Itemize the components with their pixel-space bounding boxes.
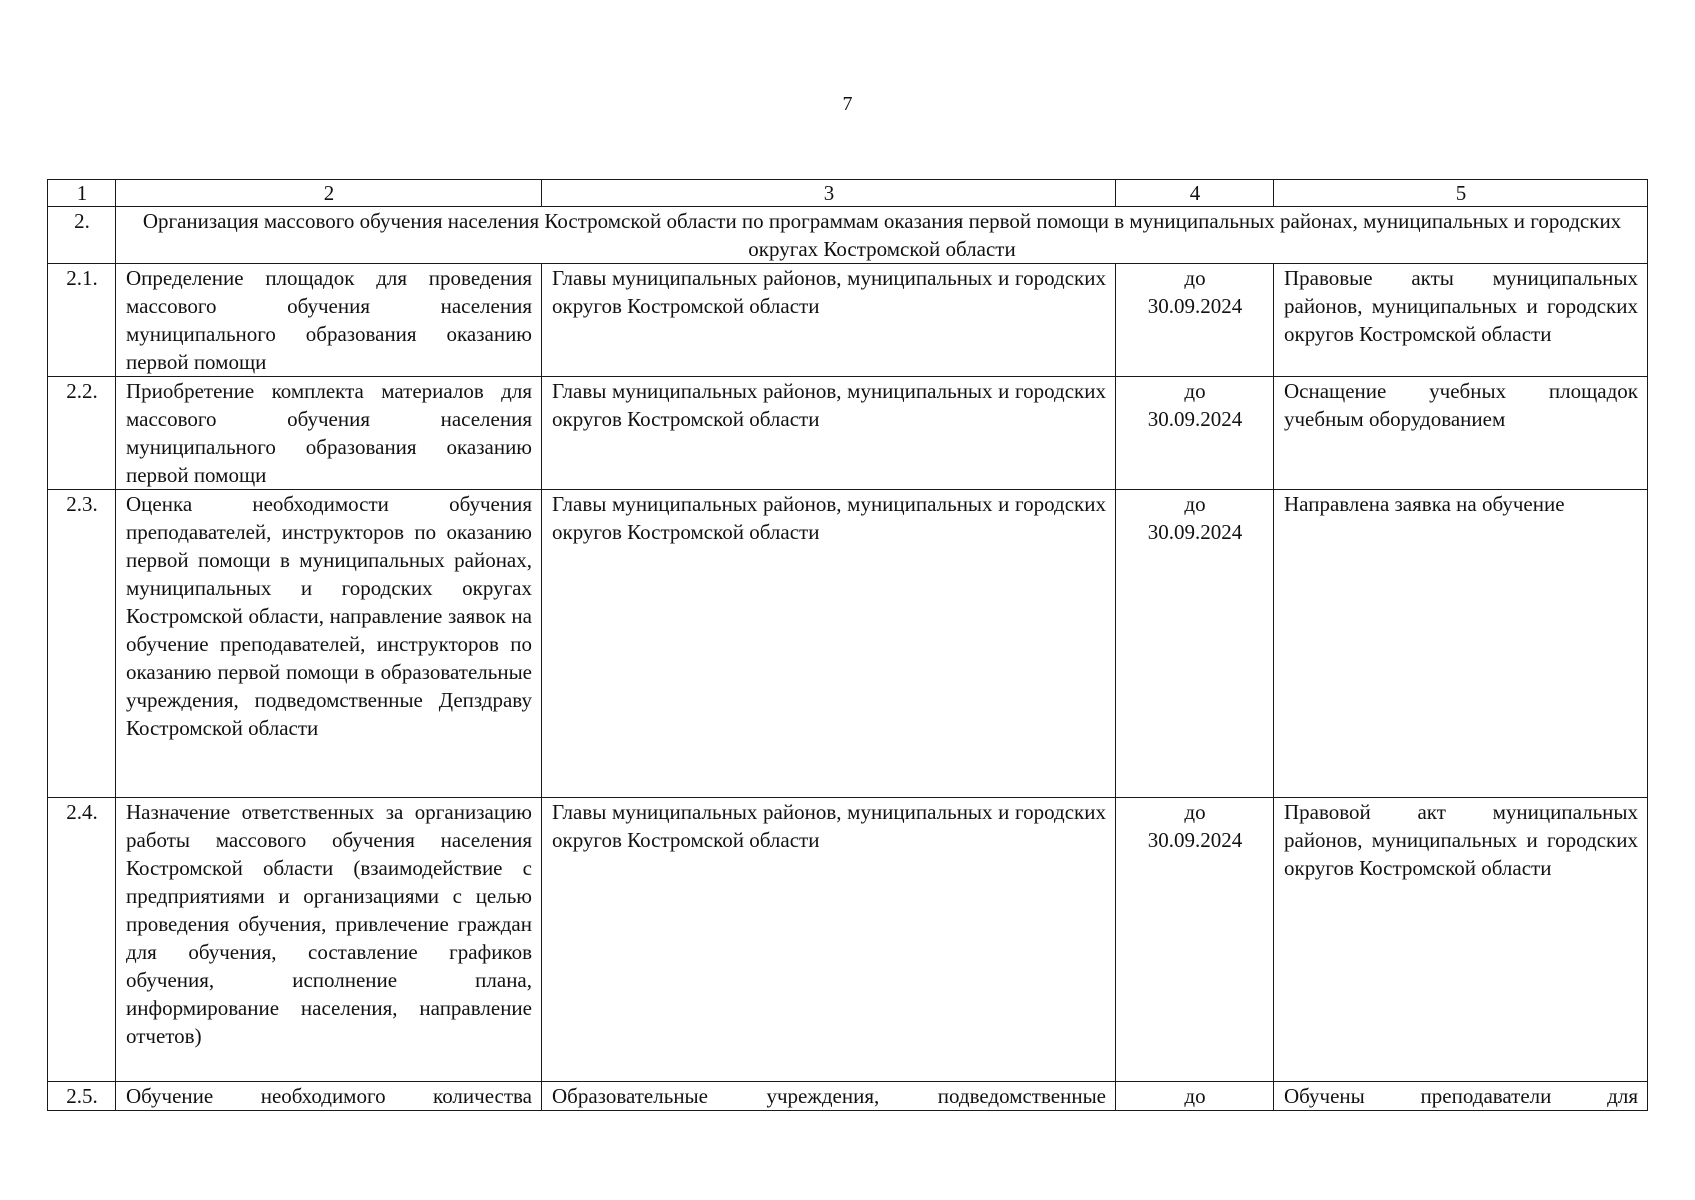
deadline-date: 30.09.2024	[1147, 520, 1243, 544]
section-title: Организация массового обучения населения Костромской области по программам оказания первой помощи в муниципальных районах, муниципальных и городских округах Костромской области	[116, 207, 1648, 264]
activity-cell: Обучение необходимого количества	[116, 1082, 542, 1111]
deadline-cell	[1116, 1082, 1274, 1111]
table-row	[48, 377, 1648, 490]
row-number: 2.5.	[48, 1082, 116, 1111]
row-number: 2.3.	[48, 490, 116, 798]
activity-cell: Назначение ответственных за организацию работы массового обучения населения Костромской области (взаимодействие с предприятиями и организациями с целью проведения обучения, привлечение граждан для обучения, составление графиков обучения, исполнение плана, информирование населения, направление отчетов)	[116, 798, 542, 1082]
responsible-cell: Главы муниципальных районов, муниципальных и городских округов Костромской области	[542, 377, 1116, 490]
section-number: 2.	[48, 207, 116, 264]
row-number: 2.1.	[48, 264, 116, 377]
deadline-cell	[1116, 377, 1274, 490]
responsible-cell: Главы муниципальных районов, муниципальных и городских округов Костромской области	[542, 490, 1116, 798]
column-header-1: 1	[48, 180, 116, 207]
result-cell: Направлена заявка на обучение	[1274, 490, 1648, 798]
column-number-row	[48, 180, 1648, 207]
result-cell: Правовые акты муниципальных районов, муниципальных и городских округов Костромской области	[1274, 264, 1648, 377]
table-row	[48, 264, 1648, 377]
row-number: 2.4.	[48, 798, 116, 1082]
deadline-cell	[1116, 264, 1274, 377]
row-number: 2.2.	[48, 377, 116, 490]
column-header-2: 2	[116, 180, 542, 207]
deadline-date: 30.09.2024	[1147, 407, 1243, 431]
activity-cell: Приобретение комплекта материалов для массового обучения населения муниципального образования оказанию первой помощи	[116, 377, 542, 490]
deadline-prefix: до	[1184, 492, 1206, 516]
responsible-cell: Образовательные учреждения, подведомственные	[542, 1082, 1116, 1111]
section-row	[48, 207, 1648, 264]
action-plan-table	[47, 179, 1648, 1111]
responsible-cell: Главы муниципальных районов, муниципальных и городских округов Костромской области	[542, 264, 1116, 377]
column-header-4: 4	[1116, 180, 1274, 207]
table-row	[48, 1082, 1648, 1111]
deadline-prefix: до	[1184, 379, 1206, 403]
column-header-3: 3	[542, 180, 1116, 207]
activity-cell: Оценка необходимости обучения преподавателей, инструкторов по оказанию первой помощи в муниципальных районах, муниципальных и городских округах Костромской области, направление заявок на обучение преподавателей, инструкторов по оказанию первой помощи в образовательные учреждения, подведомственные Депздраву Костромской области	[116, 490, 542, 798]
deadline-cell	[1116, 490, 1274, 798]
table-row	[48, 490, 1648, 798]
page-number: 7	[842, 93, 853, 115]
deadline-date: 30.09.2024	[1147, 294, 1243, 318]
result-cell: Обучены преподаватели для	[1274, 1082, 1648, 1111]
result-cell: Оснащение учебных площадок учебным оборудованием	[1274, 377, 1648, 490]
activity-cell: Определение площадок для проведения массового обучения населения муниципального образования оказанию первой помощи	[116, 264, 542, 377]
deadline-cell	[1116, 798, 1274, 1082]
responsible-cell: Главы муниципальных районов, муниципальных и городских округов Костромской области	[542, 798, 1116, 1082]
table-row	[48, 798, 1648, 1082]
deadline-date: 30.09.2024	[1147, 828, 1243, 852]
column-header-5: 5	[1274, 180, 1648, 207]
deadline-prefix: до	[1184, 800, 1206, 824]
deadline-prefix: до	[1184, 1084, 1206, 1108]
deadline-prefix: до	[1184, 266, 1206, 290]
result-cell: Правовой акт муниципальных районов, муниципальных и городских округов Костромской области	[1274, 798, 1648, 1082]
